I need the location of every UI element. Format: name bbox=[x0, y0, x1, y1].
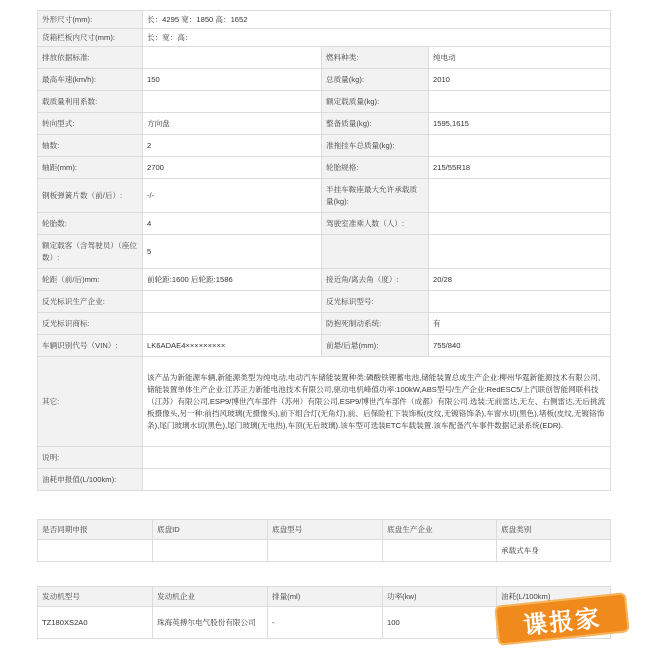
spec-label: 反光标识型号: bbox=[322, 291, 429, 313]
spec-label: 外形尺寸(mm): bbox=[38, 11, 143, 29]
spec-label: 接近角/离去角（度）: bbox=[322, 269, 429, 291]
spec-label: 油耗申报值(L/100km): bbox=[38, 469, 143, 491]
spec-value bbox=[429, 291, 611, 313]
spec-label: 燃料种类: bbox=[322, 47, 429, 69]
engine-header-cell: 油耗(L/100km) bbox=[497, 587, 611, 607]
spec-value bbox=[143, 291, 322, 313]
spec-value: 该产品为新能源车辆,新能源类型为纯电动,电动汽车储能装置种类:磷酸铁锂蓄电池,储能装置总成生产企业:柳州华霆新能源技术有限公司,储能装置单体生产企业:江苏正力新能电池技术有限公司,驱动电机峰值功率:100kW,ABS型号/生产企业:RedESC5/上汽联创智能网联科技（江苏）有限公司,ESP9/博世汽车部件（苏州）有限公司,ESP9/博世汽车部件（成都）有限公司.选装:无前雷达,无左、右侧雷达,无后挑流板摄像头,另一种:前挡风玻璃(无摄像头),前下组合灯(无角灯),前、后保险杠下装饰板(皮纹,无镀铬饰条),车窗水切(黑色),堵板(皮纹,无镀铬饰条),尾门玻璃水切(黑色),尾门玻璃(无电热),车顶(无后玻璃).该车型可选装ETC车载装置.该车配备汽车事件数据记录系统(EDR). bbox=[143, 357, 611, 447]
spec-value bbox=[143, 469, 611, 491]
spec-row bbox=[38, 469, 611, 491]
chassis-table bbox=[37, 519, 611, 562]
spec-value: 4 bbox=[143, 213, 322, 235]
engine-header-cell: 发动机企业 bbox=[153, 587, 268, 607]
spec-label: 反光标识生产企业: bbox=[38, 291, 143, 313]
spec-label: 额定载客（含驾驶员）（座位数）: bbox=[38, 235, 143, 269]
spec-row bbox=[38, 11, 611, 29]
spec-label: 整备质量(kg): bbox=[322, 113, 429, 135]
spec-label: 驾驶室准乘人数（人）: bbox=[322, 213, 429, 235]
spec-row bbox=[38, 179, 611, 213]
chassis-cell: 承载式车身 bbox=[497, 540, 611, 562]
spec-row bbox=[38, 29, 611, 47]
spec-row bbox=[38, 269, 611, 291]
chassis-table-body bbox=[38, 520, 611, 562]
spec-row bbox=[38, 291, 611, 313]
spec-value bbox=[429, 235, 611, 269]
spec-value: 755/840 bbox=[429, 335, 611, 357]
spec-value: 2700 bbox=[143, 157, 322, 179]
spec-row bbox=[38, 47, 611, 69]
spec-value: 5 bbox=[143, 235, 322, 269]
engine-header-cell: 排量(ml) bbox=[268, 587, 383, 607]
spec-label: 货箱栏板内尺寸(mm): bbox=[38, 29, 143, 47]
spec-table bbox=[37, 10, 611, 491]
chassis-header-row bbox=[38, 520, 611, 540]
spec-value: 2010 bbox=[429, 69, 611, 91]
spec-value: 长：4295 宽：1850 高：1652 bbox=[143, 11, 611, 29]
spec-value: 有 bbox=[429, 313, 611, 335]
spec-row bbox=[38, 135, 611, 157]
spec-value: LK6ADAE4××××××××× bbox=[143, 335, 322, 357]
spec-value: 1595,1615 bbox=[429, 113, 611, 135]
spec-label: 转向型式: bbox=[38, 113, 143, 135]
spec-label: 轮距（前/后)mm: bbox=[38, 269, 143, 291]
engine-cell: 100 bbox=[383, 607, 497, 639]
spec-label: 排放依据标准: bbox=[38, 47, 143, 69]
spec-value: 2 bbox=[143, 135, 322, 157]
spec-value: 前轮距:1600 后轮距:1586 bbox=[143, 269, 322, 291]
spec-row bbox=[38, 69, 611, 91]
spec-label: 车辆识别代号（VIN）: bbox=[38, 335, 143, 357]
spec-label: 反光标识商标: bbox=[38, 313, 143, 335]
spec-label: 轴距(mm): bbox=[38, 157, 143, 179]
engine-cell: 珠海英搏尔电气股份有限公司 bbox=[153, 607, 268, 639]
spec-value: 20/28 bbox=[429, 269, 611, 291]
chassis-cell bbox=[153, 540, 268, 562]
spec-label: 半挂车鞍座最大允许承载质量(kg): bbox=[322, 179, 429, 213]
spec-label: 额定载质量(kg): bbox=[322, 91, 429, 113]
spec-value: 方向盘 bbox=[143, 113, 322, 135]
spec-value: 150 bbox=[143, 69, 322, 91]
spec-label: 钢板弹簧片数（前/后）: bbox=[38, 179, 143, 213]
spec-label: 轮胎规格: bbox=[322, 157, 429, 179]
spec-value bbox=[429, 213, 611, 235]
spec-row bbox=[38, 335, 611, 357]
spec-row bbox=[38, 91, 611, 113]
spec-label: 前悬/后悬(mm): bbox=[322, 335, 429, 357]
engine-header-cell: 发动机型号 bbox=[38, 587, 153, 607]
spec-table-body bbox=[38, 11, 611, 491]
spec-value bbox=[143, 47, 322, 69]
spec-label: 防抱死制动系统: bbox=[322, 313, 429, 335]
engine-header-cell: 功率(kw) bbox=[383, 587, 497, 607]
spec-value bbox=[143, 91, 322, 113]
spec-value: 215/55R18 bbox=[429, 157, 611, 179]
chassis-header-cell: 底盘生产企业 bbox=[383, 520, 497, 540]
spec-value bbox=[429, 91, 611, 113]
chassis-cell bbox=[38, 540, 153, 562]
spec-row bbox=[38, 213, 611, 235]
spec-row bbox=[38, 447, 611, 469]
spec-value: -/- bbox=[143, 179, 322, 213]
engine-cell: - bbox=[268, 607, 383, 639]
spec-label: 其它: bbox=[38, 357, 143, 447]
spec-label: 轴数: bbox=[38, 135, 143, 157]
spec-value bbox=[429, 179, 611, 213]
chassis-header-cell: 是否同期申报 bbox=[38, 520, 153, 540]
chassis-cell bbox=[268, 540, 383, 562]
spec-label bbox=[322, 235, 429, 269]
spec-row bbox=[38, 357, 611, 447]
spec-value: 长：宽：高： bbox=[143, 29, 611, 47]
spec-value bbox=[143, 447, 611, 469]
spec-label: 总质量(kg): bbox=[322, 69, 429, 91]
chassis-header-cell: 底盘型号 bbox=[268, 520, 383, 540]
spec-row bbox=[38, 113, 611, 135]
spec-row bbox=[38, 235, 611, 269]
chassis-cell bbox=[383, 540, 497, 562]
spec-label: 说明: bbox=[38, 447, 143, 469]
spec-row bbox=[38, 157, 611, 179]
spec-value bbox=[143, 313, 322, 335]
engine-cell: TZ180XS2A0 bbox=[38, 607, 153, 639]
spec-value: 纯电动 bbox=[429, 47, 611, 69]
chassis-data-row bbox=[38, 540, 611, 562]
spec-row bbox=[38, 313, 611, 335]
spec-label: 载质量利用系数: bbox=[38, 91, 143, 113]
spec-value bbox=[429, 135, 611, 157]
spec-label: 准拖挂车总质量(kg): bbox=[322, 135, 429, 157]
spec-label: 轮胎数: bbox=[38, 213, 143, 235]
chassis-header-cell: 底盘ID bbox=[153, 520, 268, 540]
watermark-logo: 谍报家 bbox=[494, 592, 629, 646]
chassis-header-cell: 底盘类别 bbox=[497, 520, 611, 540]
spec-label: 最高车速(km/h): bbox=[38, 69, 143, 91]
